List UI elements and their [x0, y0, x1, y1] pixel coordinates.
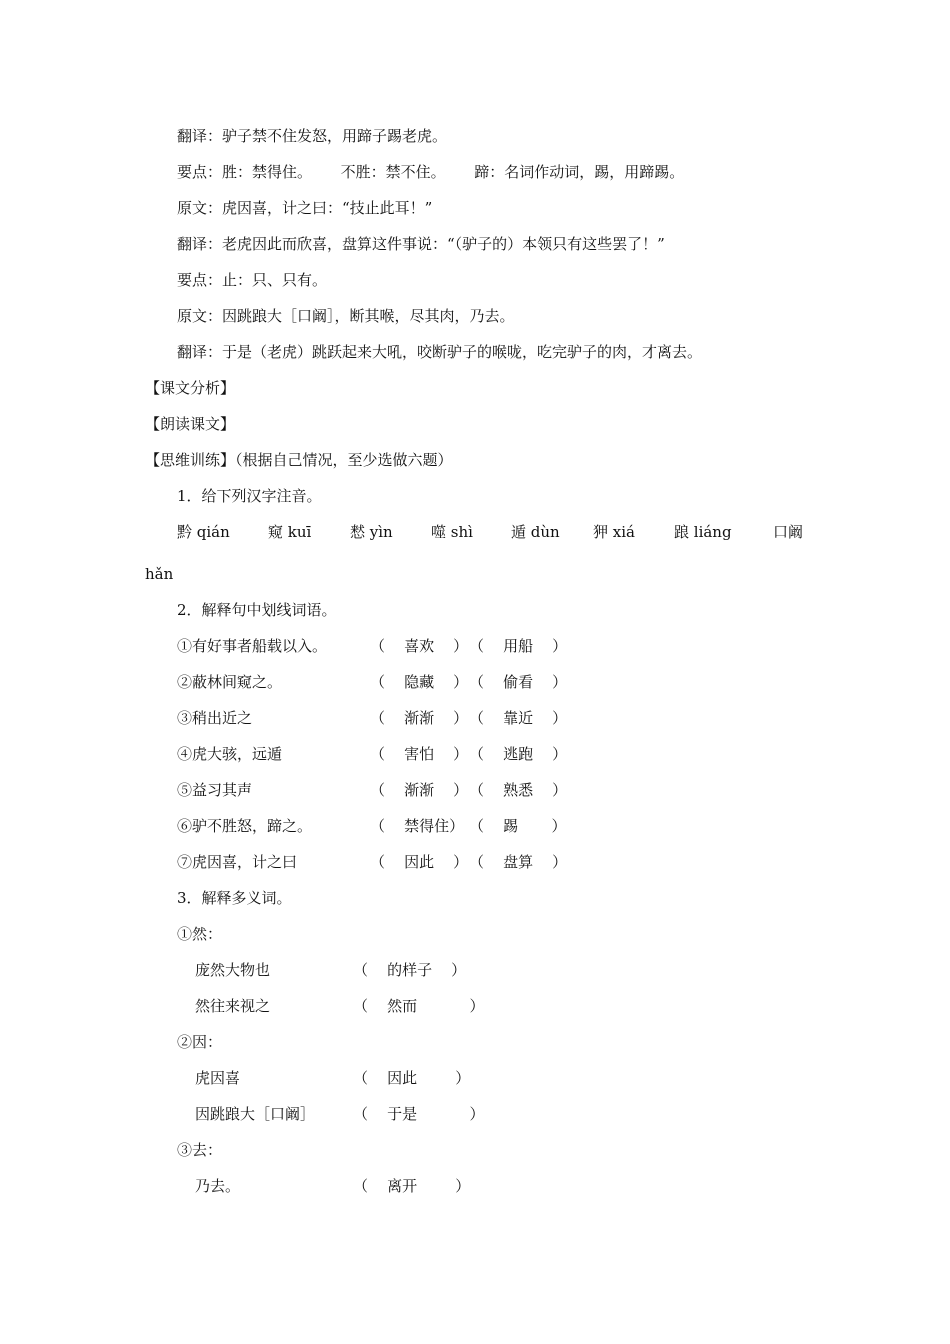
q2-sentence: ④虎大骇，远遁 [177, 745, 283, 763]
q2-sentence: ②蔽林间窥之。 [177, 673, 283, 691]
polysemy-answer: （ 离开 ） [353, 1177, 471, 1195]
pinyin-item: 口阚 [773, 523, 804, 541]
pinyin-item: 慭 yìn [350, 523, 393, 541]
polysemy-answer: （ 因此 ） [353, 1069, 471, 1087]
q2-answer-a: （ 因此 ） [370, 853, 469, 871]
polysemy-label: ③去： [177, 1141, 223, 1159]
q2-sentence: ⑤益习其声 [177, 781, 253, 799]
pinyin-item: 遁 dùn [511, 523, 560, 541]
polysemy-phrase: 庞然大物也 [195, 961, 271, 979]
q2-sentence: ⑦虎因喜，计之曰 [177, 853, 298, 871]
polysemy-label: ②因： [177, 1033, 223, 1051]
q2-answer-b: （ 用船 ） [469, 637, 568, 655]
polysemy-phrase: 因跳踉大［口阚］ [195, 1105, 316, 1123]
pinyin-item: 窥 kuī [268, 523, 312, 541]
pinyin-item: 踉 liáng [674, 523, 732, 541]
polysemy-phrase: 虎因喜 [195, 1069, 241, 1087]
q2-answer-a: （ 渐渐 ） [370, 709, 469, 727]
heading-read-text: 【朗读课文】 [145, 415, 236, 433]
polysemy-answer: （ 然而 ） [353, 997, 485, 1015]
translation-line-3: 翻译：于是（老虎）跳跃起来大吼，咬断驴子的喉咙，吃完驴子的肉，才离去。 [177, 343, 703, 361]
q2-answer-a: （ 渐渐 ） [370, 781, 469, 799]
q2-sentence: ③稍出近之 [177, 709, 253, 727]
question-2-title: 2．解释句中划线词语。 [177, 601, 337, 619]
polysemy-phrase: 乃去。 [195, 1177, 241, 1195]
pinyin-item: 黔 qián [177, 523, 230, 541]
q2-answer-b: （ 盘算 ） [469, 853, 568, 871]
q2-answer-b: （ 逃跑 ） [469, 745, 568, 763]
pinyin-item: 噬 shì [431, 523, 473, 541]
polysemy-label: ①然： [177, 925, 223, 943]
q2-answer-b: （ 偷看 ） [469, 673, 568, 691]
pinyin-item: 狎 xiá [593, 523, 635, 541]
polysemy-answer: （ 的样子 ） [353, 961, 467, 979]
heading-text-analysis: 【课文分析】 [145, 379, 236, 397]
pinyin-wrap: hǎn [145, 565, 174, 583]
translation-line-2: 翻译：老虎因此而欣喜，盘算这件事说：“（驴子的）本领只有这些罢了！” [177, 235, 665, 253]
q2-answer-b: （ 熟悉 ） [469, 781, 568, 799]
q2-answer-a: （ 害怕 ） [370, 745, 469, 763]
question-3-title: 3．解释多义词。 [177, 889, 292, 907]
question-1-title: 1．给下列汉字注音。 [177, 487, 322, 505]
q2-answer-b: （ 踢 ） [469, 817, 567, 835]
q2-answer-a: （ 隐藏 ） [370, 673, 469, 691]
q2-answer-a: （ 喜欢 ） [370, 637, 469, 655]
original-line-1: 原文：虎因喜，计之曰：“技止此耳！” [177, 199, 433, 217]
translation-line-1: 翻译：驴子禁不住发怒，用蹄子踢老虎。 [177, 127, 448, 145]
q2-sentence: ①有好事者船载以入。 [177, 637, 328, 655]
key-points-line-2: 要点：止：只、只有。 [177, 271, 328, 289]
original-line-2: 原文：因跳踉大［口阚］，断其喉，尽其肉，乃去。 [177, 307, 515, 325]
polysemy-answer: （ 于是 ） [353, 1105, 485, 1123]
polysemy-phrase: 然往来视之 [195, 997, 271, 1015]
q2-answer-b: （ 靠近 ） [469, 709, 568, 727]
q2-answer-a: （ 禁得住） [370, 817, 465, 835]
heading-thinking-training: 【思维训练】（根据自己情况，至少选做六题） [145, 451, 453, 469]
key-points-line-1: 要点：胜：禁得住。 不胜：禁不住。 蹄：名词作动词，踢，用蹄踢。 [177, 163, 685, 181]
q2-sentence: ⑥驴不胜怒，蹄之。 [177, 817, 313, 835]
